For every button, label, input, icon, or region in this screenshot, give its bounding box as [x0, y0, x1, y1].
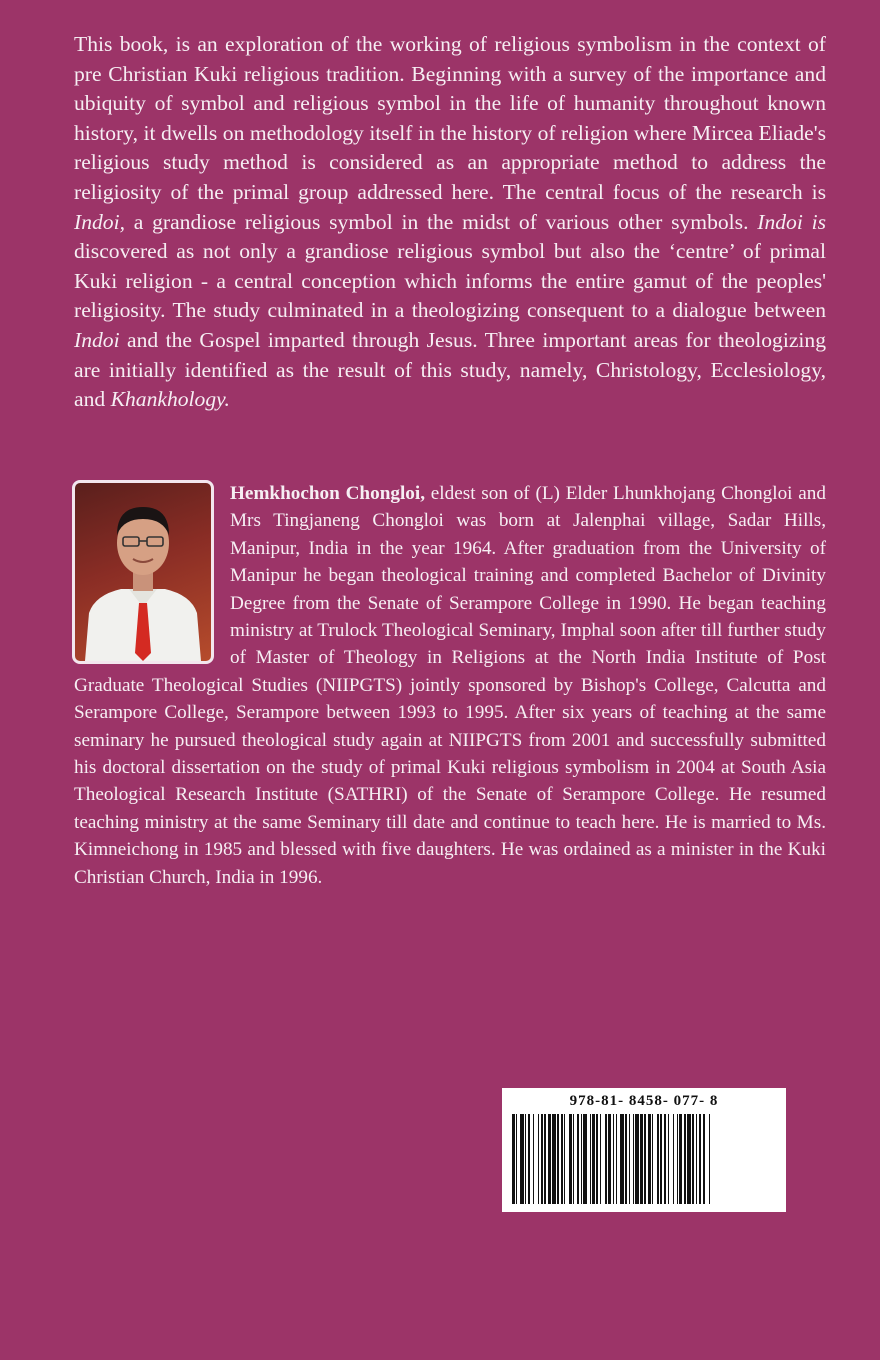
description-text: a grandiose religious symbol in the midst of various other symbols. [124, 209, 758, 234]
author-portrait-illustration [75, 483, 211, 661]
barcode-bars [512, 1114, 776, 1204]
description-text: and the Gospel imparted through Jesus. Three important areas for theologizing are initially identified as the result of this study, namely, Christology, Ecclesiology, and [74, 327, 826, 412]
description-text: discovered as not only a grandiose religious symbol but also the ‘centre’ of primal Kuki religion - a central conception which informs the entire gamut of the peoples' religiosity. The study culminated in a theologizing consequent to a dialogue between [74, 239, 826, 323]
author-section [74, 480, 826, 891]
isbn-number: 978-81- 8458- 077- 8 [569, 1093, 719, 1109]
author-bio-text: eldest son of (L) Elder Lhunkhojang Chongloi and Mrs Tingjaneng Chongloi was born at Jalenphai village, Sadar Hills, Manipur, India in the year 1964. After graduation from the University of Manipur he began theological training and completed Bachelor of Divinity Degree from the Senate of Serampore College in 1990. He began teaching ministry at Trulock Theological Seminary, Imphal soon after till further study of Master of Theology in Religions at the North India Institute of Post Graduate Theological Studies (NIIPGTS) jointly sponsored by Bishop's College, Calcutta and Serampore College, Serampore between 1993 to 1995. After six years of teaching at the same seminary he pursued theological study again at NIIPGTS from 2001 and successfully submitted his doctoral dissertation on the study of primal Kuki religious symbolism in 2004 at South Asia Theological Research Institute (SATHRI) of the Senate of Serampore College. He resumed teaching ministry at the same Seminary till date and continue to teach here. He is married to Ms. Kimneichong in 1985 and blessed with five daughters. He was ordained as a minister in the Kuki Christian Church, India in 1996. [74, 483, 826, 888]
barcode-stripe [710, 1114, 711, 1204]
author-name: Hemkhochon Chongloi, [230, 483, 426, 504]
description-italic: Khankhology. [110, 387, 230, 412]
description-italic: Indoi [74, 327, 120, 352]
isbn-barcode [502, 1088, 786, 1212]
description-italic: Indoi, [74, 209, 125, 234]
author-photo [72, 480, 214, 664]
description-italic: Indoi is [757, 209, 826, 234]
description-text: This book, is an exploration of the working of religious symbolism in the context of pre Christian Kuki religious tradition. Beginning with a survey of the importance and ubiquity of symbol and religious symbol in the life of humanity throughout known history, it dwells on methodology itself in the history of religion where Mircea Eliade's religious study method is considered as an appropriate method to address the religiosity of the primal group addressed here. The central focus of the research is [74, 32, 826, 204]
book-description [74, 30, 826, 415]
